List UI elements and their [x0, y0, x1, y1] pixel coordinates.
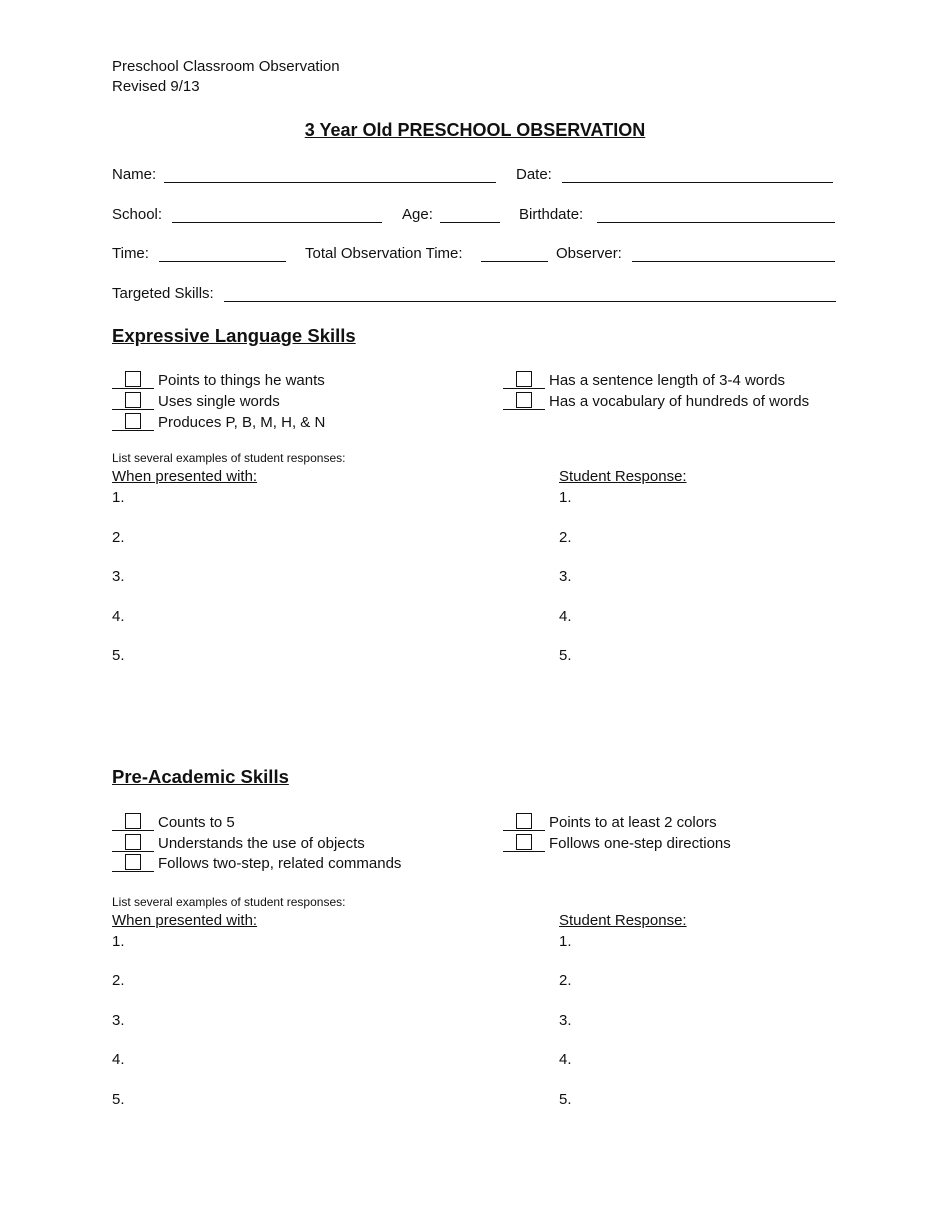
checkbox-label: Counts to 5: [158, 814, 235, 831]
preacademic-left-number: 1.: [112, 933, 125, 950]
expressive-instructions: List several examples of student responses:: [112, 451, 346, 465]
expressive-left-item-1[interactable]: [112, 369, 325, 389]
age-label: Age:: [402, 206, 433, 223]
name-field[interactable]: [164, 182, 496, 183]
checkbox-label: Follows one-step directions: [549, 835, 731, 852]
preacademic-right-item-2[interactable]: [503, 832, 731, 852]
checkbox[interactable]: [112, 412, 154, 431]
preacademic-section-title: Pre-Academic Skills: [112, 766, 289, 787]
school-field[interactable]: [172, 222, 382, 223]
total-time-label: Total Observation Time:: [305, 245, 463, 262]
birthdate-field[interactable]: [597, 222, 835, 223]
preacademic-left-item-3[interactable]: [112, 852, 401, 872]
school-label: School:: [112, 206, 163, 223]
expressive-right-number: 5.: [559, 647, 572, 664]
name-label: Name:: [112, 166, 157, 183]
checkbox[interactable]: [112, 833, 154, 852]
observer-field[interactable]: [632, 261, 835, 262]
checkbox-label: Points to things he wants: [158, 372, 325, 389]
expressive-left-number: 5.: [112, 647, 125, 664]
preacademic-left-item-2[interactable]: [112, 832, 365, 852]
checkbox-label: Points to at least 2 colors: [549, 814, 717, 831]
checkbox-label: Uses single words: [158, 393, 280, 410]
date-field[interactable]: [562, 182, 833, 183]
expressive-left-number: 4.: [112, 608, 125, 625]
expressive-right-number: 3.: [559, 568, 572, 585]
preacademic-right-number: 2.: [559, 972, 572, 989]
preacademic-right-number: 4.: [559, 1051, 572, 1068]
targeted-skills-field[interactable]: [224, 301, 836, 302]
preacademic-right-number: 5.: [559, 1091, 572, 1108]
preacademic-left-number: 3.: [112, 1012, 125, 1029]
birthdate-label: Birthdate:: [519, 206, 584, 223]
time-label: Time:: [112, 245, 149, 262]
age-field[interactable]: [440, 222, 500, 223]
checkbox[interactable]: [503, 370, 545, 389]
preacademic-left-number: 5.: [112, 1091, 125, 1108]
page-title: 3 Year Old PRESCHOOL OBSERVATION: [304, 120, 646, 140]
preacademic-right-item-1[interactable]: [503, 811, 717, 831]
expressive-left-number: 1.: [112, 489, 125, 506]
preacademic-col-right-heading: Student Response:: [559, 912, 687, 929]
preacademic-col-left-heading: When presented with:: [112, 912, 258, 929]
header-line-1: Preschool Classroom Observation: [112, 58, 340, 75]
checkbox[interactable]: [112, 391, 154, 410]
header-line-2: Revised 9/13: [112, 78, 200, 95]
checkbox-label: Understands the use of objects: [158, 835, 365, 852]
preacademic-right-number: 1.: [559, 933, 572, 950]
preacademic-instructions: List several examples of student responses:: [112, 895, 346, 909]
expressive-left-number: 2.: [112, 529, 125, 546]
checkbox[interactable]: [112, 370, 154, 389]
observer-label: Observer:: [556, 245, 622, 262]
checkbox[interactable]: [503, 812, 545, 831]
checkbox-label: Has a sentence length of 3-4 words: [549, 372, 785, 389]
expressive-right-item-2[interactable]: [503, 390, 809, 410]
expressive-right-number: 1.: [559, 489, 572, 506]
expressive-left-item-3[interactable]: [112, 411, 325, 431]
checkbox[interactable]: [503, 391, 545, 410]
expressive-left-item-2[interactable]: [112, 390, 280, 410]
expressive-left-number: 3.: [112, 568, 125, 585]
checkbox[interactable]: [503, 833, 545, 852]
targeted-skills-label: Targeted Skills:: [112, 285, 214, 302]
time-field[interactable]: [159, 261, 286, 262]
checkbox-label: Produces P, B, M, H, & N: [158, 414, 326, 431]
expressive-col-left-heading: When presented with:: [112, 468, 258, 485]
checkbox-label: Follows two-step, related commands: [158, 855, 402, 872]
preacademic-left-number: 2.: [112, 972, 125, 989]
expressive-col-right-heading: Student Response:: [559, 468, 687, 485]
expressive-section-title: Expressive Language Skills: [112, 325, 356, 346]
total-time-field[interactable]: [481, 261, 548, 262]
preacademic-left-number: 4.: [112, 1051, 125, 1068]
expressive-right-item-1[interactable]: [503, 369, 785, 389]
preacademic-right-number: 3.: [559, 1012, 572, 1029]
checkbox[interactable]: [112, 812, 154, 831]
checkbox-label: Has a vocabulary of hundreds of words: [549, 393, 810, 410]
expressive-right-number: 2.: [559, 529, 572, 546]
preacademic-left-item-1[interactable]: [112, 811, 235, 831]
date-label: Date:: [516, 166, 552, 183]
expressive-right-number: 4.: [559, 608, 572, 625]
checkbox[interactable]: [112, 853, 154, 872]
